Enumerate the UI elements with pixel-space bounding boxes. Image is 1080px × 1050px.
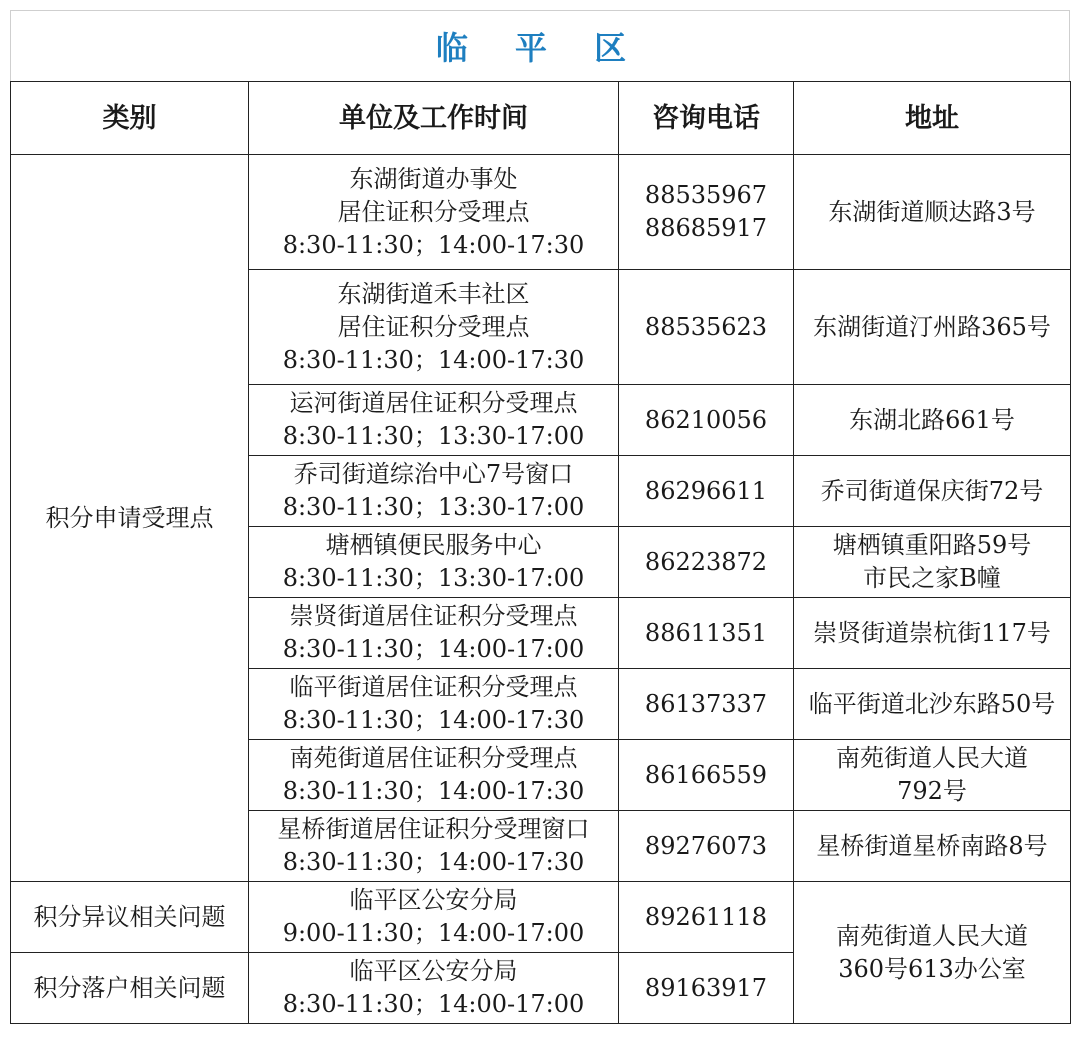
header-address: 地址 bbox=[794, 82, 1071, 155]
phone-cell bbox=[619, 953, 794, 1024]
unit-line: 星桥街道居住证积分受理窗口 bbox=[277, 815, 590, 843]
work-time: 8:30-11:30；13:30-17:00 bbox=[282, 493, 585, 521]
unit-line: 东湖街道禾丰社区 bbox=[337, 279, 530, 308]
work-time: 8:30-11:30；13:30-17:00 bbox=[282, 564, 585, 592]
phone-number: 86166559 bbox=[644, 760, 768, 789]
header-phone: 咨询电话 bbox=[619, 82, 794, 155]
table-header-row bbox=[11, 82, 1071, 155]
address-line: 360号613办公室 bbox=[838, 954, 1026, 983]
phone-number: 88685917 bbox=[644, 214, 768, 242]
phone-number: 86223872 bbox=[644, 547, 768, 576]
unit-line: 塘栖镇便民服务中心 bbox=[325, 531, 542, 559]
unit-cell bbox=[249, 527, 619, 598]
category-cell: 积分落户相关问题 bbox=[11, 953, 249, 1024]
work-time: 8:30-11:30；14:00-17:30 bbox=[282, 345, 585, 374]
unit-line: 南苑街道居住证积分受理点 bbox=[289, 744, 578, 772]
document bbox=[10, 10, 1070, 1024]
unit-cell bbox=[249, 669, 619, 740]
unit-line: 临平区公安分局 bbox=[349, 886, 518, 914]
unit-cell bbox=[249, 155, 619, 270]
unit-cell bbox=[249, 740, 619, 811]
address-line: 临平街道北沙东路50号 bbox=[808, 689, 1056, 718]
address-cell bbox=[794, 669, 1071, 740]
work-time: 8:30-11:30；13:30-17:00 bbox=[282, 422, 585, 450]
unit-cell bbox=[249, 598, 619, 669]
address-cell bbox=[794, 270, 1071, 385]
address-cell bbox=[794, 385, 1071, 456]
phone-cell bbox=[619, 155, 794, 270]
unit-cell bbox=[249, 811, 619, 882]
unit-cell bbox=[249, 456, 619, 527]
address-line: 星桥街道星桥南路8号 bbox=[816, 831, 1048, 860]
address-line: 崇贤街道崇杭街117号 bbox=[813, 618, 1051, 647]
address-cell bbox=[794, 598, 1071, 669]
address-cell bbox=[794, 882, 1071, 1024]
phone-number: 89261118 bbox=[644, 902, 768, 931]
unit-cell bbox=[249, 385, 619, 456]
phone-cell bbox=[619, 270, 794, 385]
work-time: 8:30-11:30；14:00-17:30 bbox=[282, 777, 585, 805]
unit-line: 临平街道居住证积分受理点 bbox=[289, 673, 578, 701]
header-unit-time: 单位及工作时间 bbox=[249, 82, 619, 155]
phone-number: 88611351 bbox=[644, 618, 768, 647]
address-line: 乔司街道保庆街72号 bbox=[820, 476, 1044, 505]
info-table bbox=[10, 81, 1071, 1024]
unit-line: 临平区公安分局 bbox=[349, 957, 518, 985]
unit-cell bbox=[249, 882, 619, 953]
table-row bbox=[11, 882, 1071, 953]
page-title: 临 平 区 bbox=[10, 10, 1070, 81]
address-line: 东湖街道顺达路3号 bbox=[828, 197, 1036, 226]
address-line: 792号 bbox=[897, 777, 967, 805]
unit-cell bbox=[249, 953, 619, 1024]
phone-cell bbox=[619, 811, 794, 882]
work-time: 8:30-11:30；14:00-17:00 bbox=[282, 990, 585, 1018]
phone-number: 89276073 bbox=[644, 831, 768, 860]
address-line: 东湖北路661号 bbox=[849, 405, 1015, 434]
phone-cell bbox=[619, 598, 794, 669]
work-time: 9:00-11:30；14:00-17:00 bbox=[282, 919, 585, 947]
address-cell bbox=[794, 527, 1071, 598]
address-cell bbox=[794, 456, 1071, 527]
unit-cell bbox=[249, 270, 619, 385]
header-category: 类别 bbox=[11, 82, 249, 155]
phone-cell bbox=[619, 385, 794, 456]
unit-line: 崇贤街道居住证积分受理点 bbox=[289, 602, 578, 630]
phone-cell bbox=[619, 740, 794, 811]
unit-line: 东湖街道办事处 bbox=[349, 164, 518, 193]
work-time: 8:30-11:30；14:00-17:00 bbox=[282, 635, 585, 663]
address-line: 塘栖镇重阳路59号 bbox=[832, 531, 1032, 559]
work-time: 8:30-11:30；14:00-17:30 bbox=[282, 848, 585, 876]
phone-cell bbox=[619, 882, 794, 953]
address-line: 东湖街道汀州路365号 bbox=[813, 312, 1051, 341]
work-time: 8:30-11:30；14:00-17:30 bbox=[282, 706, 585, 734]
address-cell bbox=[794, 740, 1071, 811]
address-line: 市民之家B幢 bbox=[863, 564, 1001, 592]
phone-number: 86137337 bbox=[644, 689, 768, 718]
unit-line: 乔司街道综治中心7号窗口 bbox=[293, 460, 574, 488]
unit-line: 运河街道居住证积分受理点 bbox=[289, 389, 578, 417]
unit-line: 居住证积分受理点 bbox=[337, 197, 530, 226]
address-line: 南苑街道人民大道 bbox=[836, 921, 1028, 950]
address-cell bbox=[794, 155, 1071, 270]
phone-number: 89163917 bbox=[644, 973, 768, 1002]
category-cell: 积分异议相关问题 bbox=[11, 882, 249, 953]
table-row bbox=[11, 155, 1071, 270]
unit-line: 居住证积分受理点 bbox=[337, 312, 530, 341]
address-cell bbox=[794, 811, 1071, 882]
phone-cell bbox=[619, 669, 794, 740]
phone-number: 86296611 bbox=[644, 476, 768, 505]
phone-number: 88535967 bbox=[644, 181, 768, 209]
work-time: 8:30-11:30；14:00-17:30 bbox=[282, 230, 585, 259]
address-line: 南苑街道人民大道 bbox=[836, 744, 1028, 772]
phone-cell bbox=[619, 456, 794, 527]
category-cell: 积分申请受理点 bbox=[11, 155, 249, 882]
phone-cell bbox=[619, 527, 794, 598]
phone-number: 88535623 bbox=[644, 312, 768, 341]
phone-number: 86210056 bbox=[644, 405, 768, 434]
